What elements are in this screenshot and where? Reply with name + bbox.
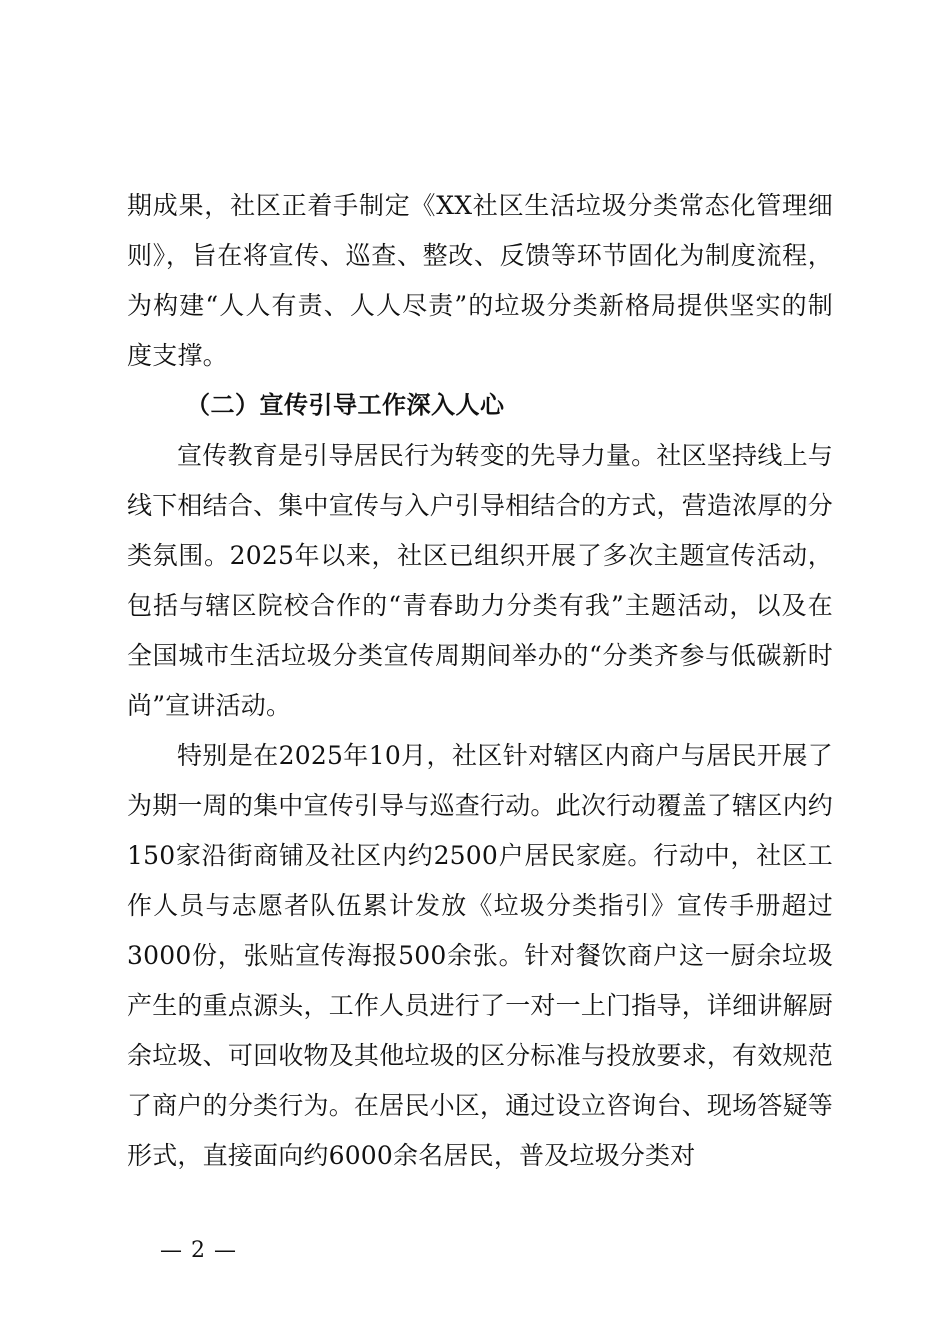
paragraph-publicity: 宣传教育是引导居民行为转变的先导力量。社区坚持线上与线下相结合、集中宣传与入户引导相结合的方式，营造浓厚的分类氛围。2025年以来，社区已组织开展了多次主题宣传活动，包括与辖区院校合作的“青春助力分类有我”主题活动，以及在全国城市生活垃圾分类宣传周期间举办的“分类齐参与低碳新时尚”宣讲活动。	[127, 441, 833, 720]
page-number: — 2 —	[160, 1238, 237, 1263]
section-heading: （二）宣传引导工作深入人心	[186, 391, 505, 419]
paragraph-october-action: 特别是在2025年10月，社区针对辖区内商户与居民开展了为期一周的集中宣传引导与巡查行动。此次行动覆盖了辖区内约150家沿街商铺及社区内约2500户居民家庭。行动中，社区工作人员与志愿者队伍累计发放《垃圾分类指引》宣传手册超过3000份，张贴宣传海报500余张。针对餐饮商户这一厨余垃圾产生的重点源头，工作人员进行了一对一上门指导，详细讲解厨余垃圾、可回收物及其他垃圾的区分标准与投放要求，有效规范了商户的分类行为。在居民小区，通过设立咨询台、现场答疑等形式，直接面向约6000余名居民，普及垃圾分类对	[127, 741, 833, 1170]
paragraph-continued: 期成果，社区正着手制定《XX社区生活垃圾分类常态化管理细则》，旨在将宣传、巡查、整改、反馈等环节固化为制度流程，为构建“人人有责、人人尽责”的垃圾分类新格局提供坚实的制度支撑。	[127, 191, 833, 370]
